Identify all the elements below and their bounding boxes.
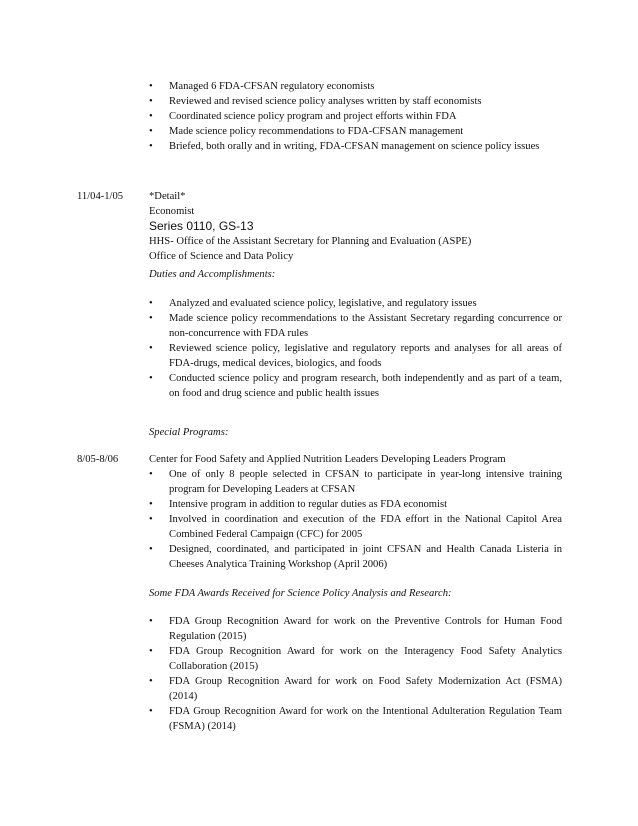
bullet-icon: • (149, 126, 153, 137)
list-item: • Made science policy recommendations to FDA-CFSAN management (149, 126, 464, 137)
detail-position-section (149, 189, 562, 264)
list-item: • One of only 8 people selected in CFSAN to participate in year-long intensive training program for Developing Leaders at CFSAN (149, 469, 562, 495)
position-title: Economist (149, 206, 195, 217)
list-item: • Reviewed and revised science policy analyses written by staff economists (149, 96, 482, 107)
list-item: • Conducted science policy and program research, both independently and as part of a team, on food and drug science and public health issues (149, 373, 562, 399)
bullet-icon: • (149, 514, 153, 525)
special-program-date: 8/05-8/06 (77, 454, 119, 465)
office-name: Office of Science and Data Policy (149, 251, 294, 262)
awards-list (149, 614, 562, 734)
special-programs-section (149, 452, 562, 572)
bullet-icon: • (149, 81, 153, 92)
duties-list (149, 296, 562, 401)
list-item: • Involved in coordination and execution of the FDA effort in the National Capitol Area Combined Federal Campaign (CFC) for 2005 (149, 514, 562, 540)
management-duties-list (149, 79, 562, 154)
management-duties-section (149, 79, 562, 154)
list-item: • Analyzed and evaluated science policy, legislative, and regulatory issues (149, 298, 477, 309)
list-item: • Reviewed science policy, legislative and regulatory reports and analyses for all areas of FDA-drugs, medical devices, biologics, and foods (149, 343, 562, 369)
list-item: • FDA Group Recognition Award for work on the Intentional Adulteration Regulation Team (FSMA) (2014) (149, 706, 562, 732)
bullet-icon: • (149, 96, 153, 107)
bullet-icon: • (149, 111, 153, 122)
list-item: • Made science policy recommendations to the Assistant Secretary regarding concurrence or non-concurrence with FDA rules (149, 313, 562, 339)
organization-name: HHS- Office of the Assistant Secretary for Planning and Evaluation (ASPE) (149, 236, 472, 247)
awards-section (149, 614, 562, 734)
duties-section (149, 296, 562, 401)
bullet-icon: • (149, 343, 153, 354)
bullet-icon: • (149, 499, 153, 510)
bullet-icon: • (149, 544, 153, 555)
bullet-icon: • (149, 469, 153, 480)
program-name: Center for Food Safety and Applied Nutrition Leaders Developing Leaders Program (149, 454, 506, 465)
list-item: • FDA Group Recognition Award for work on Food Safety Modernization Act (FSMA) (2014) (149, 676, 562, 702)
bullet-icon: • (149, 141, 153, 152)
detail-date: 11/04-1/05 (77, 191, 124, 202)
bullet-icon: • (149, 676, 153, 687)
bullet-icon: • (149, 706, 153, 717)
list-item: • Intensive program in addition to regular duties as FDA economist (149, 499, 448, 510)
awards-heading: Some FDA Awards Received for Science Policy Analysis and Research: (149, 588, 452, 599)
list-item: • FDA Group Recognition Award for work on the Interagency Food Safety Analytics Collaboration (2015) (149, 646, 562, 672)
list-item: • Managed 6 FDA-CFSAN regulatory economists (149, 81, 375, 92)
special-programs-heading: Special Programs: (149, 427, 229, 438)
bullet-icon: • (149, 313, 153, 324)
duties-heading: Duties and Accomplishments: (149, 269, 276, 280)
series-grade: Series 0110, GS-13 (149, 219, 254, 233)
list-item: • Coordinated science policy program and project efforts within FDA (149, 111, 457, 122)
list-item: • Designed, coordinated, and participated in joint CFSAN and Health Canada Listeria in Cheeses Analytica Training Workshop (April 2006) (149, 544, 562, 570)
list-item: • FDA Group Recognition Award for work on the Preventive Controls for Human Food Regulation (2015) (149, 616, 562, 642)
detail-label: *Detail* (149, 191, 186, 202)
bullet-icon: • (149, 298, 153, 309)
bullet-icon: • (149, 646, 153, 657)
bullet-icon: • (149, 373, 153, 384)
bullet-icon: • (149, 616, 153, 627)
special-programs-list (149, 467, 562, 572)
list-item: • Briefed, both orally and in writing, FDA-CFSAN management on science policy issues (149, 141, 540, 152)
